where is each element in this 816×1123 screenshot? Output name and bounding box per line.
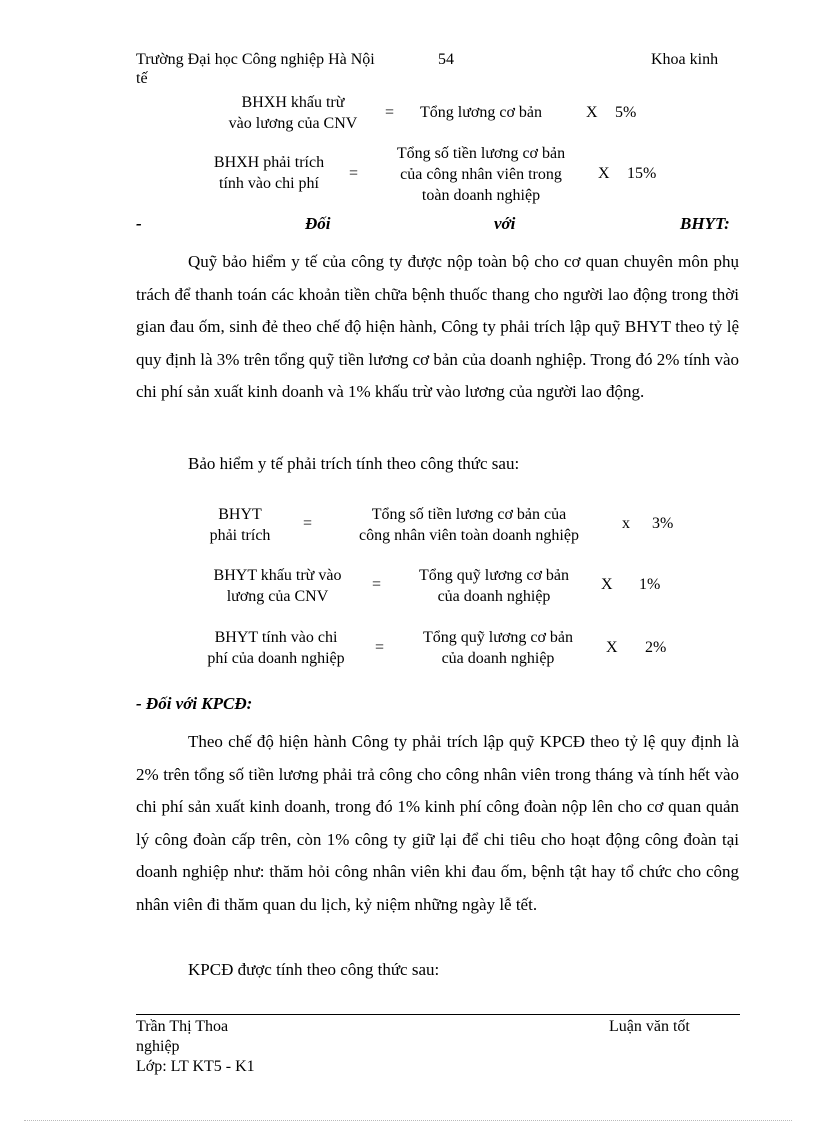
formula-left-line: phải trích <box>209 527 271 544</box>
formula-right-line: công nhân viên toàn doanh nghiệp <box>359 527 579 544</box>
paragraph-bhyt-formula-intro: Bảo hiểm y tế phải trích tính theo công thức sau: <box>188 454 520 473</box>
formula-left-line: BHYT <box>218 506 262 523</box>
formula-right-term <box>372 143 590 206</box>
formula-left-label <box>190 504 290 546</box>
formula-left-line: vào lương của CNV <box>228 115 358 132</box>
equals-sign: = <box>375 639 385 656</box>
heading-word: BHYT: <box>680 214 730 233</box>
formula-rate: 3% <box>652 515 674 532</box>
formula-right-line: của doanh nghiệp <box>441 650 555 667</box>
footer-author: Trần Thị Thoa <box>136 1018 229 1035</box>
paragraph-bhyt: Quỹ bảo hiểm y tế của công ty được nộp toàn bộ cho cơ quan chuyên môn phụ trách để thanh toán các khoản tiền chữa bệnh thuốc thang cho người lao động trong thời gian đau ốm, sinh đẻ theo chế độ hiện hành, Công ty phải trích lập quỹ BHYT theo tỷ lệ quy định là 3% trên tổng quỹ tiền lương cơ bản của doanh nghiệp. Trong đó 2% tính vào chi phí sản xuất kinh doanh và 1% khấu trừ vào lương của người lao động. <box>136 252 739 401</box>
page-number: 54 <box>438 51 454 68</box>
formula-right-line: Tổng số tiền lương cơ bản <box>396 145 566 162</box>
paragraph-kpcd: Theo chế độ hiện hành Công ty phải trích lập quỹ KPCĐ theo tỷ lệ quy định là 2% trên tổng số tiền lương phải trả công cho công nhân viên trong tháng và tính hết vào chi phí sản xuất kinh doanh, trong đó 1% kinh phí công đoàn nộp lên cho cơ quan quản lý công đoàn cấp trên, còn 1% công ty giữ lại để chi tiêu cho hoạt động công đoàn tại doanh nghiệp như: thăm hỏi công nhân viên khi đau ốm, bệnh tật hay tổ chức cho công nhân viên đi thăm quan du lịch, kỷ niệm những ngày lễ tết. <box>136 732 739 914</box>
formula-left-label <box>206 92 380 134</box>
formula-right-term: Tổng lương cơ bản <box>420 104 543 121</box>
equals-sign: = <box>349 165 359 182</box>
formula-right-line: Tổng quỹ lương cơ bản <box>422 629 573 646</box>
paragraph-kpcd-formula-intro: KPCĐ được tính theo công thức sau: <box>188 960 440 979</box>
formula-right-term <box>328 504 610 546</box>
footer-divider <box>136 1014 740 1015</box>
heading-dash: - <box>136 214 142 233</box>
multiply-sign: x <box>622 515 630 532</box>
formula-right-line: Tổng số tiền lương cơ bản của <box>371 506 567 523</box>
header-faculty-continued: tế <box>136 70 148 87</box>
multiply-sign: X <box>586 104 598 121</box>
heading-word: Đối <box>305 214 331 233</box>
formula-left-line: BHYT khấu trừ vào <box>213 567 342 584</box>
formula-right-line: Tổng quỹ lương cơ bản <box>418 567 569 584</box>
multiply-sign: X <box>606 639 618 656</box>
formula-right-line: toàn doanh nghiệp <box>421 187 541 204</box>
formula-left-label <box>190 565 365 607</box>
formula-rate: 2% <box>645 639 667 656</box>
header-faculty: Khoa kinh <box>651 51 719 68</box>
page-bottom-border <box>24 1120 792 1121</box>
formula-rate: 1% <box>639 576 661 593</box>
header-school: Trường Đại học Công nghiệp Hà Nội <box>136 51 375 68</box>
formula-left-label <box>193 152 345 194</box>
formula-right-line: của công nhân viên trong <box>400 166 562 183</box>
heading-kpcd: - Đối với KPCĐ: <box>136 694 253 713</box>
formula-left-line: lương của CNV <box>226 588 329 605</box>
footer-thesis-continued: nghiệp <box>136 1038 180 1055</box>
footer-class: Lớp: LT KT5 - K1 <box>136 1058 255 1075</box>
multiply-sign: X <box>598 165 610 182</box>
formula-right-line: của doanh nghiệp <box>437 588 551 605</box>
formula-left-line: phí của doanh nghiệp <box>207 650 345 667</box>
equals-sign: = <box>385 104 395 121</box>
equals-sign: = <box>303 515 313 532</box>
multiply-sign: X <box>601 576 613 593</box>
formula-left-line: BHYT tính vào chi <box>214 629 338 646</box>
equals-sign: = <box>372 576 382 593</box>
formula-left-line: BHXH khấu trừ <box>241 94 345 111</box>
heading-word: với <box>494 214 516 233</box>
formula-left-line: tính vào chi phí <box>219 175 319 192</box>
formula-left-line: BHXH phải trích <box>213 154 325 171</box>
formula-rate: 5% <box>615 104 637 121</box>
formula-right-term <box>400 627 596 669</box>
footer-thesis: Luận văn tốt <box>609 1018 690 1035</box>
formula-right-term <box>396 565 592 607</box>
formula-rate: 15% <box>627 165 657 182</box>
formula-left-label <box>186 627 366 669</box>
